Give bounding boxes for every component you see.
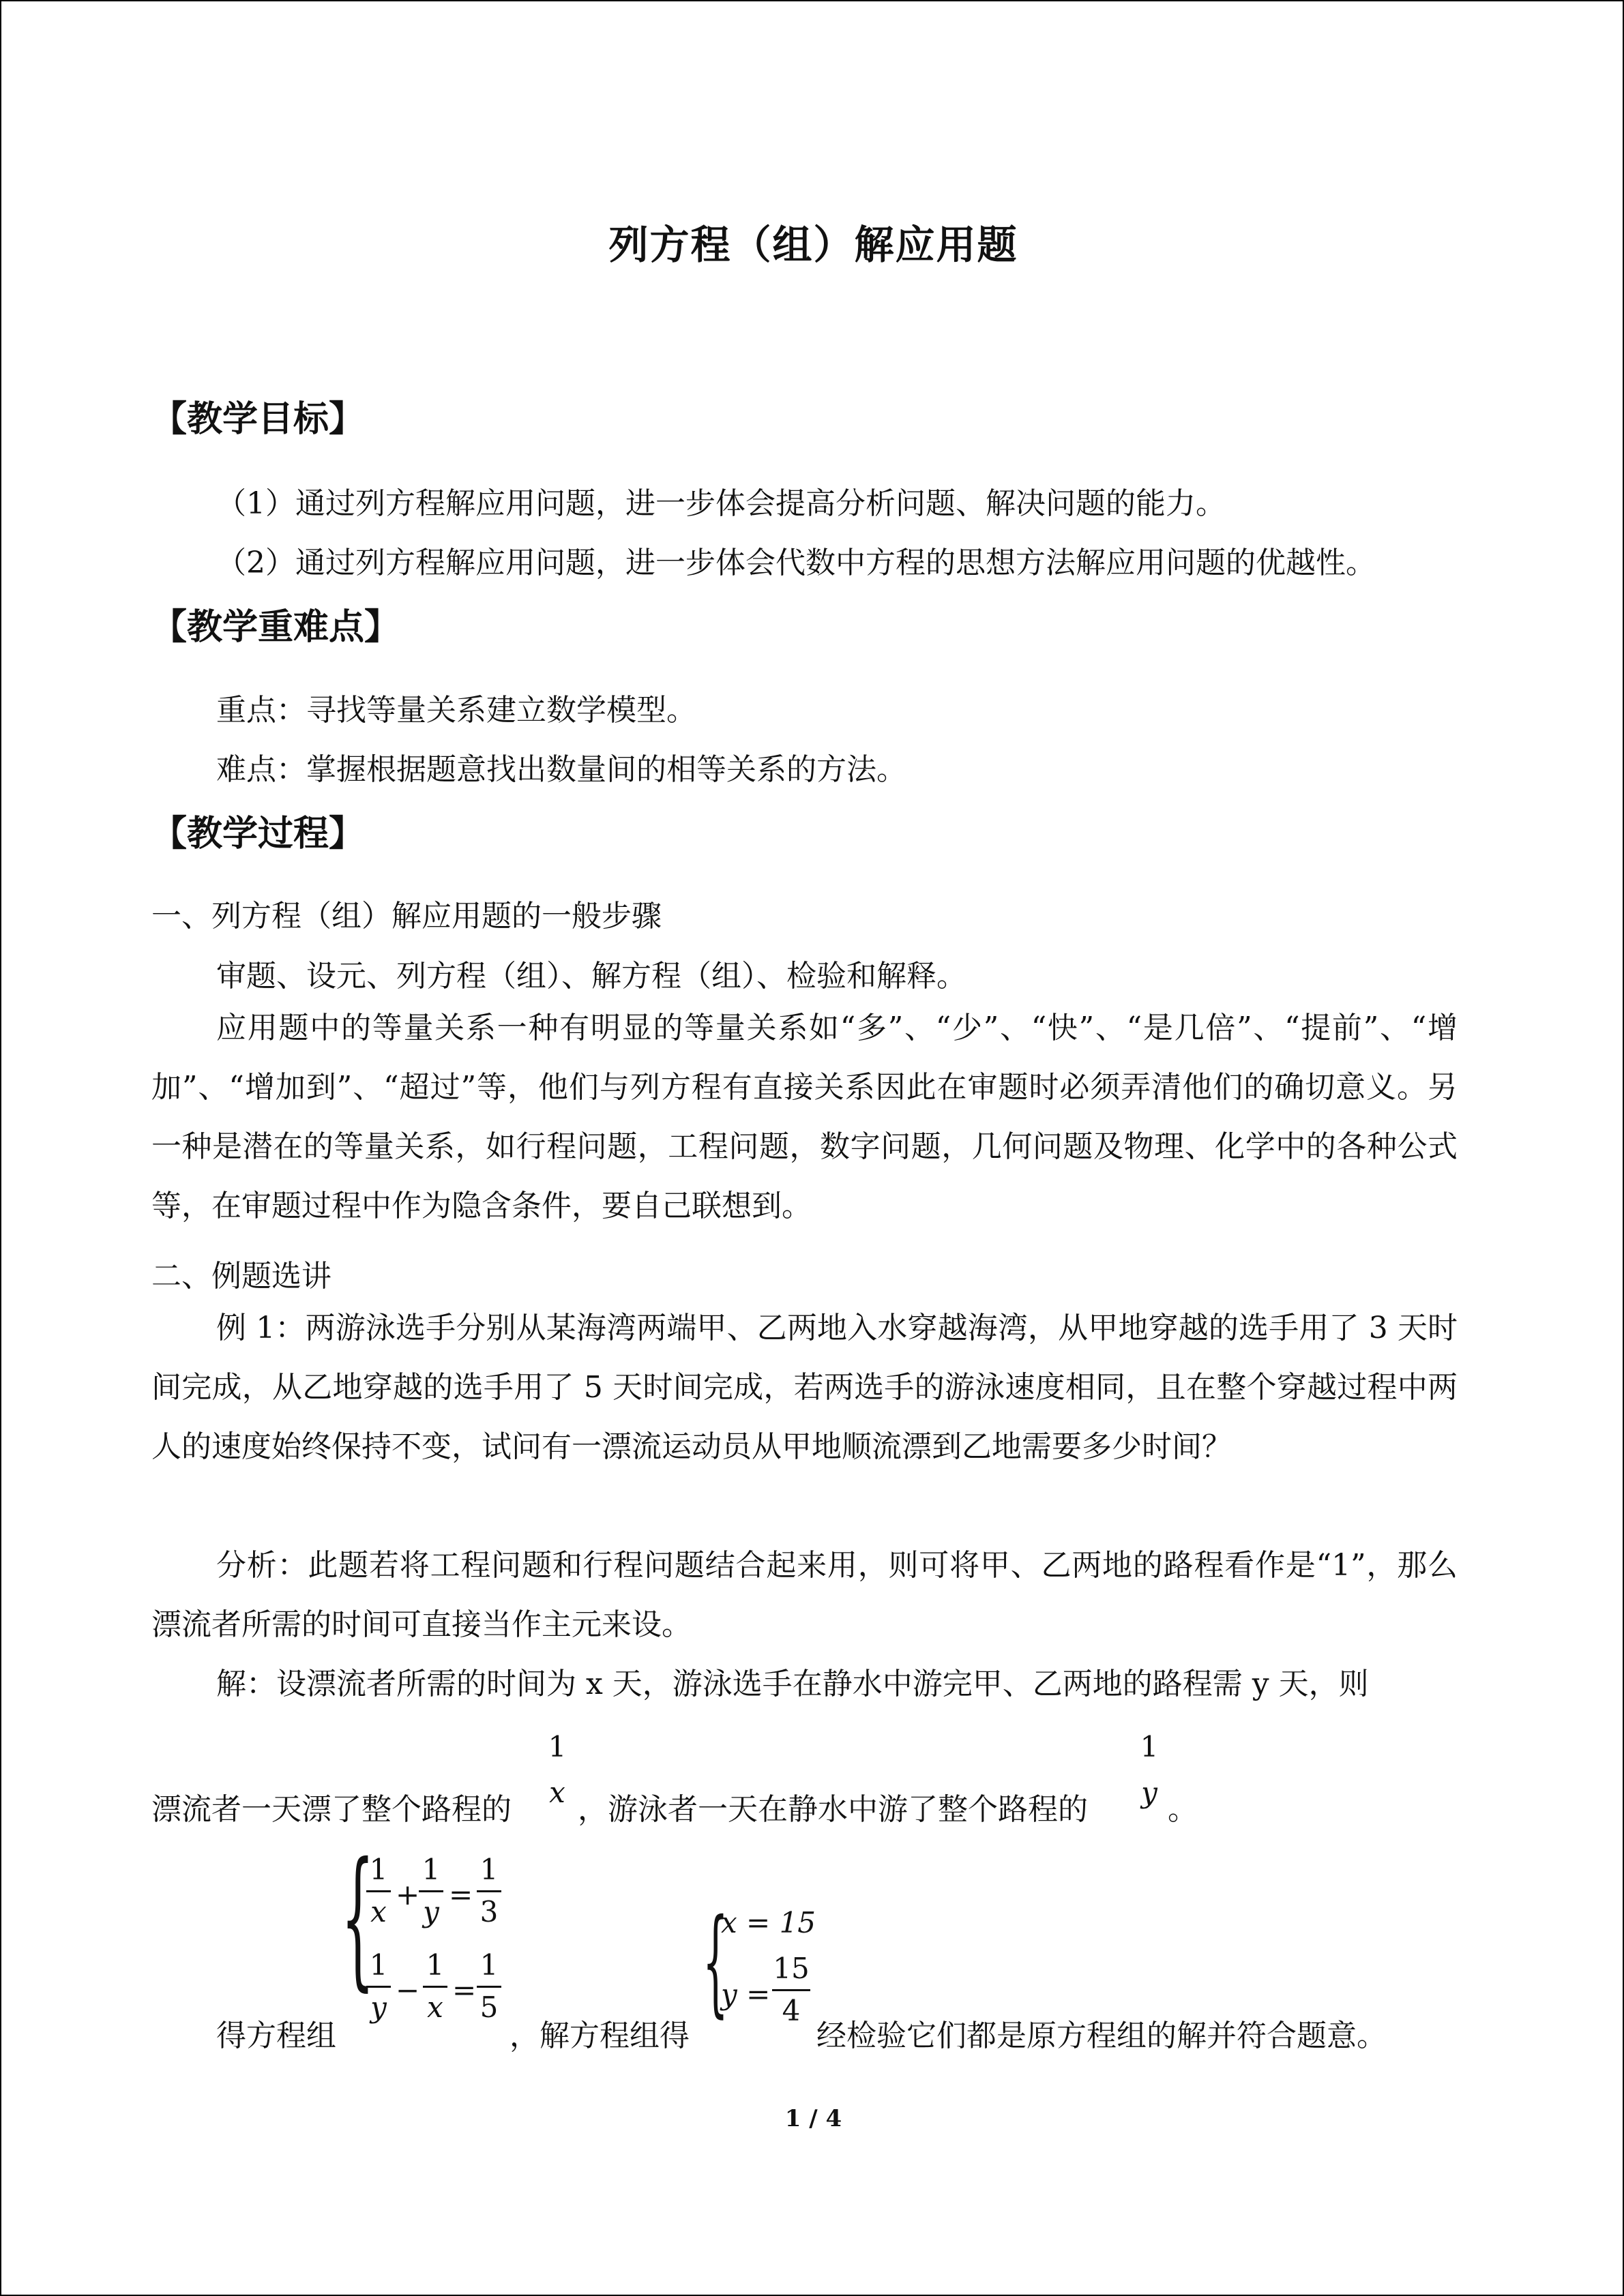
eq2-equals: = <box>452 1973 477 2007</box>
example1-paragraph: 例 1：两游泳选手分别从某海湾两端甲、乙两地入水穿越海湾，从甲地穿越的选手用了 3 天时间完成，从乙地穿越的选手用了 5 天时间完成，若两选手的游泳速度相同，且在整个穿越过程中两人的速度始终保持不变，试问有一漂流运动员从甲地顺流漂到乙地需要多少时间？ <box>151 1311 1458 1464</box>
explanation-paragraph: 应用题中的等量关系一种有明显的等量关系如“多”、“少”、“快”、“是几倍”、“提前”、“增加”、“增加到”、“超过”等，他们与列方程有直接关系因此在审题时必须弄清他们的确切意义。另一种是潜在的等量关系，如行程问题，工程问题，数字问题，几何问题及物理、化学中的各种公式等，在审题过程中作为隐含条件，要自己联想到。 <box>151 1011 1458 1223</box>
key-point-focus: 重点：寻找等量关系建立数学模型。 <box>216 693 696 728</box>
fraction-bar <box>366 1986 391 1988</box>
fraction-denominator: x <box>549 1776 565 1809</box>
objective-2: （2）通过列方程解应用问题，进一步体会代数中方程的思想方法解应用问题的优越性。 <box>216 546 1376 580</box>
eq1-frac-1-over-3 <box>477 1853 501 1928</box>
fraction-bar <box>366 1890 391 1892</box>
fraction-bar <box>477 1986 501 1988</box>
part1-heading: 一、列方程（组）解应用题的一般步骤 <box>151 899 662 934</box>
key-point-difficulty: 难点：掌握根据题意找出数量间的相等关系的方法。 <box>216 752 906 787</box>
denominator: y <box>423 1895 439 1928</box>
solution-paragraph: 解：设漂流者所需的时间为 x 天，游泳选手在静水中游完甲、乙两地的路程需 y 天，则 <box>216 1667 1369 1701</box>
denominator: 5 <box>479 1991 499 2024</box>
fraction-bar <box>477 1890 501 1892</box>
numerator: 1 <box>369 1948 388 1982</box>
eq2-frac-1-over-y <box>366 1948 391 2024</box>
eq2-minus: − <box>396 1973 420 2007</box>
eq1-equals: = <box>449 1878 473 1911</box>
numerator: 1 <box>479 1853 499 1886</box>
fraction-1-over-y <box>1136 1730 1163 1809</box>
fraction-denominator: y <box>1141 1776 1157 1809</box>
system-label: 得方程组 <box>216 2018 336 2053</box>
solution-cont-b: ，游泳者一天在静水中游了整个路程的 <box>578 1792 1088 1827</box>
solution-y-lhs: y = <box>721 1978 771 2011</box>
fraction-bar <box>772 1989 810 1991</box>
eq1-frac-1-over-x <box>366 1853 391 1928</box>
solution-cont-a: 漂流者一天漂了整个路程的 <box>151 1792 512 1827</box>
analysis-paragraph: 分析：此题若将工程问题和行程问题结合起来用，则可将甲、乙两地的路程看作是“1”，那么漂流者所需的时间可直接当作主元来设。 <box>151 1548 1458 1642</box>
numerator: 1 <box>479 1948 499 1982</box>
system-mid-text: ，解方程组得 <box>510 2018 690 2053</box>
section-heading-key-points: 【教学重难点】 <box>151 606 400 648</box>
solution-y-fraction <box>772 1952 810 2027</box>
eq2-frac-1-over-x <box>423 1948 447 2024</box>
solution-brace: { <box>703 1894 728 2029</box>
objective-1: （1）通过列方程解应用问题，进一步体会提高分析问题、解决问题的能力。 <box>216 486 1226 521</box>
steps-paragraph: 审题、设元、列方程（组）、解方程（组）、检验和解释。 <box>216 959 966 994</box>
solution-x: x = 15 <box>721 1906 816 1939</box>
fraction-bar <box>423 1986 447 1988</box>
numerator: 15 <box>773 1952 810 1985</box>
eq1-plus: + <box>396 1878 420 1911</box>
eq2-frac-1-over-5 <box>477 1948 501 2024</box>
fraction-bar <box>419 1890 443 1892</box>
denominator: x <box>370 1895 387 1928</box>
fraction-numerator: 1 <box>548 1730 567 1763</box>
denominator: 3 <box>479 1895 499 1928</box>
eq1-frac-1-over-y <box>419 1853 443 1928</box>
solution-cont-c: 。 <box>1168 1792 1198 1827</box>
denominator: x <box>427 1991 443 2024</box>
part2-heading: 二、例题选讲 <box>151 1259 331 1294</box>
numerator: 1 <box>369 1853 388 1886</box>
numerator: 1 <box>426 1948 445 1982</box>
denominator: 4 <box>782 1994 801 2027</box>
numerator: 1 <box>422 1853 441 1886</box>
section-heading-process: 【教学过程】 <box>151 813 365 854</box>
fraction-numerator: 1 <box>1140 1730 1159 1763</box>
fraction-1-over-x <box>544 1730 571 1809</box>
left-brace: { <box>341 1830 374 2005</box>
section-heading-objectives: 【教学目标】 <box>151 398 365 440</box>
system-end-text: 经检验它们都是原方程组的解并符合题意。 <box>816 2018 1387 2053</box>
page-title: 列方程（组）解应用题 <box>608 222 1018 268</box>
denominator: y <box>370 1991 387 2024</box>
page-number: 1 / 4 <box>784 2105 842 2132</box>
